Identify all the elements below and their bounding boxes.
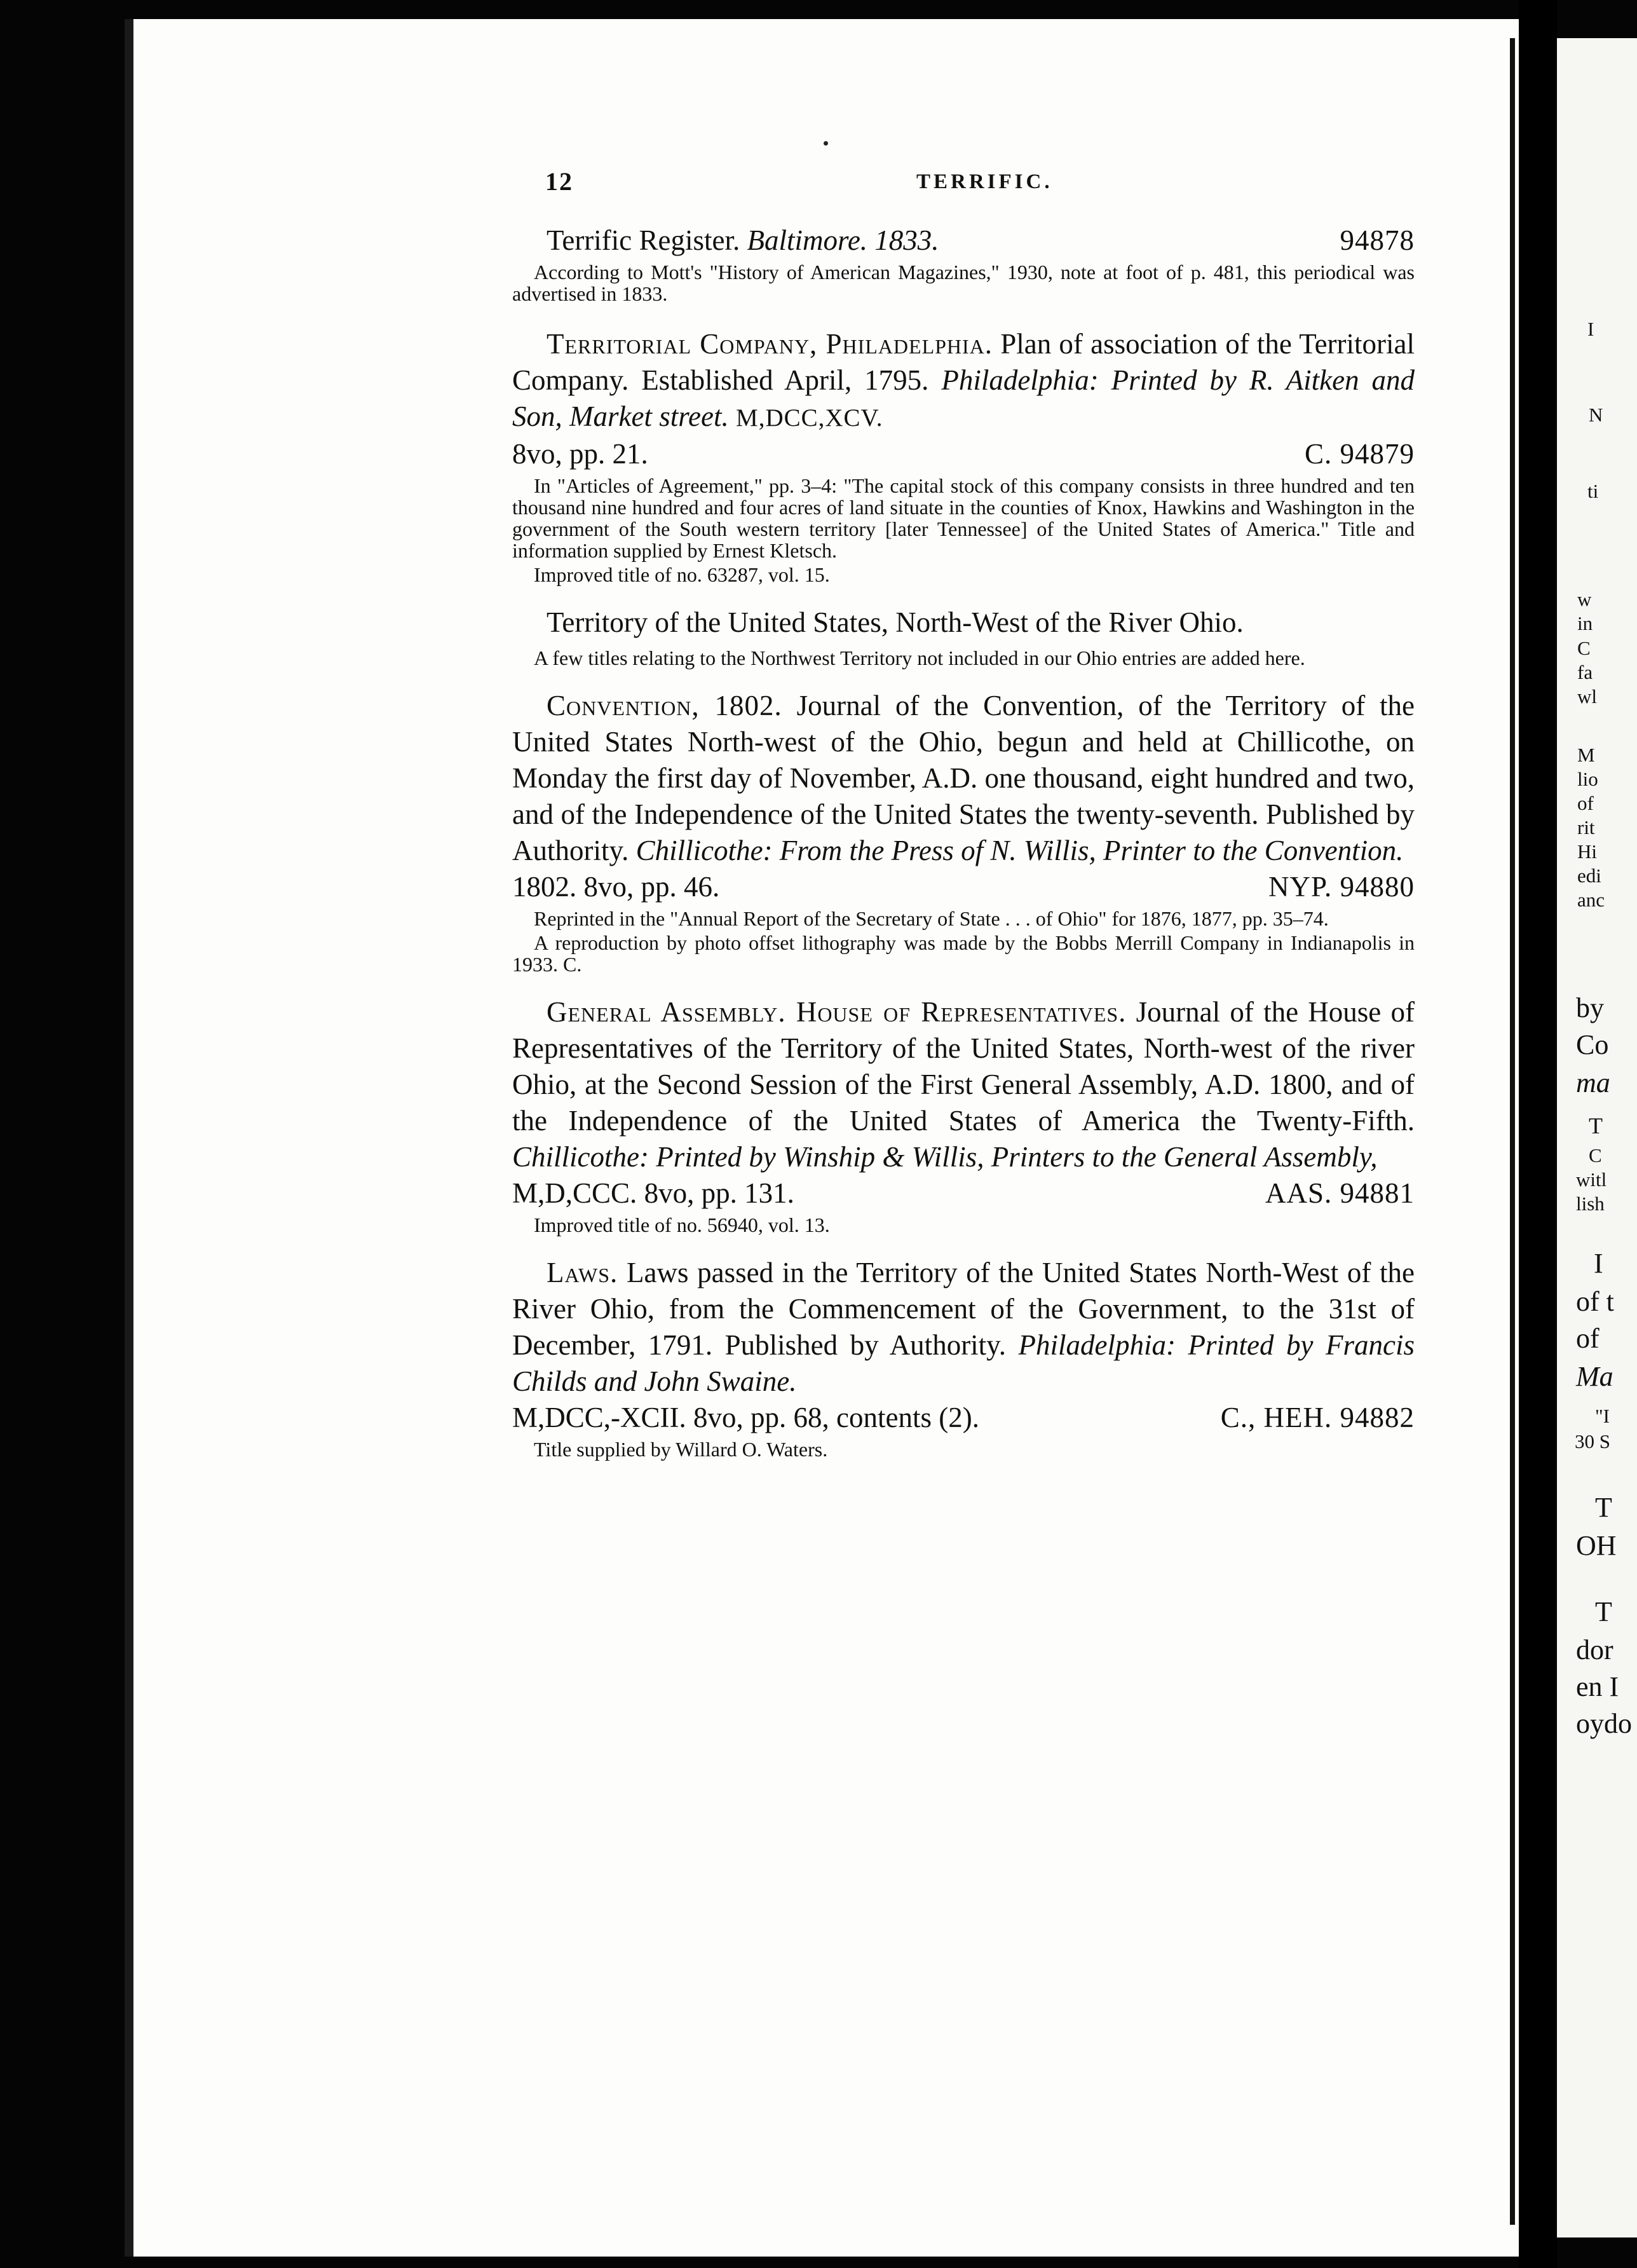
facing-fragment: T (1589, 1113, 1603, 1138)
facing-fragment: lio (1577, 768, 1598, 790)
entry-body (512, 326, 1415, 436)
entry-imprint: Philadelphia: Printed by Francis Childs and John Swaine. (512, 1329, 1415, 1397)
entry-heading-line (512, 222, 1415, 259)
entry-note: According to Mott's "History of American Magazines," 1930, note at foot of p. 481, this periodical was advertised in 1833. (512, 261, 1415, 305)
entry-format: 1802. 8vo, pp. 46. (512, 871, 720, 903)
facing-fragment: ma (1576, 1067, 1610, 1098)
facing-fragment: oydo (1576, 1708, 1632, 1739)
entry-title: Journal of the House of Representatives of the Territory of the United States, North-west of the river Ohio, at the Second Session of the First General Assembly, A.D. 1800, and of the Independence of the United States of America the Twenty-Fifth. (512, 996, 1415, 1137)
facing-fragment: in (1577, 612, 1593, 634)
entry-date: M,D,CCC. (512, 1177, 637, 1209)
entry-format-line (512, 1175, 1415, 1212)
entry-body (512, 994, 1415, 1175)
entry-note: Improved title of no. 56940, vol. 13. (534, 1213, 830, 1236)
running-head (512, 167, 1415, 205)
facing-fragment: I (1587, 318, 1594, 340)
entry-94882 (512, 1255, 1415, 1460)
facing-page (1557, 38, 1637, 2237)
facing-fragment: "I (1595, 1405, 1610, 1427)
facing-fragment: of t (1576, 1286, 1614, 1317)
section-territory (512, 605, 1415, 669)
entry-number: AAS. 94881 (1265, 1177, 1415, 1209)
entry-94880 (512, 688, 1415, 975)
facing-fragment: of (1576, 1323, 1600, 1354)
entry-format-line (512, 436, 1415, 472)
facing-fragment: witl (1576, 1168, 1607, 1191)
facing-fragment: w (1577, 588, 1592, 610)
gutter-line (1510, 38, 1515, 2225)
entry-body (512, 1255, 1415, 1400)
facing-fragment: rit (1577, 816, 1595, 838)
facing-fragment: 30 S (1575, 1430, 1610, 1452)
facing-fragment: lish (1576, 1192, 1605, 1215)
entry-94878 (512, 222, 1415, 304)
facing-fragment: edi (1577, 864, 1601, 887)
facing-fragment: I (1594, 1248, 1603, 1279)
entry-format: 8vo, pp. 21. (512, 438, 648, 470)
entry-note: Improved title of no. 63287, vol. 15. (534, 563, 830, 586)
entry-note: In "Articles of Agreement," pp. 3–4: "The capital stock of this company consists in three hundred and ten thousand nine hundred and four acres of land situate in the counties of Knox, Hawkins and Washington in the government of the South western territory [later Tennessee] of the United States of America." Title and information supplied by Ernest Kletsch. (512, 474, 1415, 562)
facing-fragment: Co (1576, 1029, 1609, 1060)
facing-fragment: C (1589, 1144, 1602, 1166)
entry-format: 8vo, pp. 131. (644, 1177, 794, 1209)
entry-body (512, 688, 1415, 869)
facing-fragment: C (1577, 637, 1591, 659)
facing-fragment: T (1595, 1492, 1612, 1523)
entry-heading: Laws. (547, 1257, 618, 1288)
entry-title: Journal of the Convention, of the Territory of the United States North-west of the Ohio, begun and held at Chillicothe, on Monday the first day of November, A.D. one thousand, eight hundred and two, and of the Independence of the United States the twenty-seventh. Published by Authority. (512, 690, 1415, 866)
entry-note: Title supplied by Willard O. Waters. (534, 1438, 828, 1461)
facing-fragment: T (1595, 1596, 1612, 1627)
entry-heading: Territorial Company, Philadelphia. (547, 328, 993, 360)
section-note: A few titles relating to the Northwest Territory not included in our Ohio entries are added here. (534, 646, 1305, 669)
facing-fragment: M (1577, 744, 1595, 766)
text-column (512, 167, 1415, 1460)
entry-note: A reproduction by photo offset lithography was made by the Bobbs Merrill Company in Indianapolis in 1933. C. (512, 931, 1415, 976)
entry-94879 (512, 326, 1415, 585)
entry-format: 8vo, pp. 68, contents (2). (693, 1402, 979, 1433)
entry-note: Reprinted in the "Annual Report of the Secretary of State . . . of Ohio" for 1876, 1877, pp. 35–74. (534, 907, 1329, 930)
facing-fragment: N (1589, 404, 1603, 426)
entry-title: Terrific Register. (547, 224, 740, 256)
facing-fragment: ti (1587, 480, 1599, 502)
entry-title: Laws passed in the Territory of the United States North-West of the River Ohio, from the Commencement of the Government, to the 31st of December, 1791. Published by Authority. (512, 1257, 1415, 1361)
entry-number: C. 94879 (1304, 438, 1415, 470)
facing-fragment: anc (1577, 889, 1605, 911)
entry-heading: Convention, 1802. (547, 690, 782, 721)
entry-number: NYP. 94880 (1268, 871, 1415, 903)
entry-title: Plan of association of the Territorial Company. Established April, 1795. (512, 328, 1415, 396)
entry-number: C., HEH. 94882 (1220, 1402, 1415, 1433)
speck (824, 141, 828, 146)
facing-fragment: Hi (1577, 840, 1597, 863)
entry-heading: General Assembly. House of Representatives. (547, 996, 1127, 1028)
running-title: TERRIFIC. (916, 170, 1053, 193)
entry-format-line (512, 869, 1415, 905)
page-edge-shadow (125, 19, 133, 2257)
facing-fragment: dor (1576, 1634, 1613, 1665)
entry-number: 94878 (1340, 224, 1415, 256)
facing-fragment: en I (1576, 1671, 1619, 1702)
page-number: 12 (545, 167, 573, 196)
facing-fragment: of (1577, 792, 1594, 814)
entry-imprint: Chillicothe: From the Press of N. Willis, Printer to the Convention. (635, 835, 1404, 866)
entry-date: M,DCC,-XCII. (512, 1402, 686, 1433)
entry-imprint: Philadelphia: Printed by R. Aitken and Son, Market street. (512, 364, 1415, 432)
entry-date: M,DCC,XCV. (736, 404, 883, 432)
book-gutter (1519, 0, 1557, 2268)
entry-format-line (512, 1400, 1415, 1436)
facing-fragment: OH (1576, 1530, 1617, 1561)
entry-imprint: Baltimore. 1833. (747, 224, 939, 256)
entry-imprint: Chillicothe: Printed by Winship & Willis, Printers to the General Assembly, (512, 1141, 1378, 1173)
entry-94881 (512, 994, 1415, 1236)
facing-fragment: by (1576, 992, 1604, 1023)
section-heading: Territory of the United States, North-West of the River Ohio. (547, 606, 1244, 638)
facing-fragment: fa (1577, 661, 1593, 683)
facing-fragment: wl (1577, 685, 1597, 707)
facing-fragment: Ma (1576, 1361, 1613, 1392)
